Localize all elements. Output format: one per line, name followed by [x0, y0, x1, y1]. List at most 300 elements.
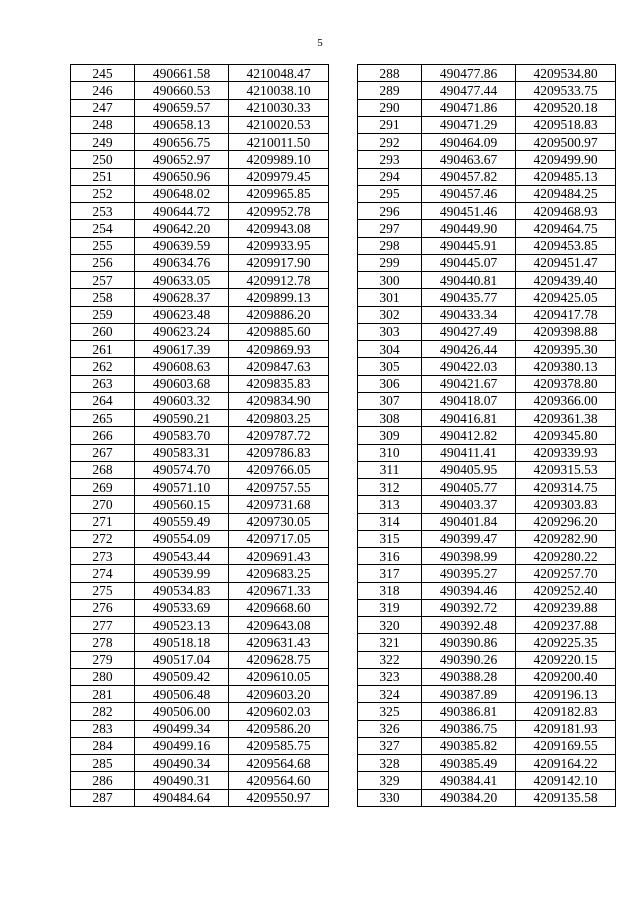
y-coordinate-cell: 4209200.40: [516, 668, 616, 685]
y-coordinate-cell: 4209135.58: [516, 789, 616, 806]
x-coordinate-cell: 490392.48: [422, 617, 516, 634]
point-number-cell: 281: [71, 686, 135, 703]
y-coordinate-cell: 4209917.90: [229, 254, 329, 271]
y-coordinate-cell: 4210038.10: [229, 82, 329, 99]
table-row: [71, 99, 329, 116]
y-coordinate-cell: 4209485.13: [516, 168, 616, 185]
point-number-cell: 298: [358, 237, 422, 254]
x-coordinate-cell: 490628.37: [135, 289, 229, 306]
point-number-cell: 282: [71, 703, 135, 720]
point-number-cell: 284: [71, 737, 135, 754]
point-number-cell: 268: [71, 461, 135, 478]
table-row: [71, 306, 329, 323]
y-coordinate-cell: 4209314.75: [516, 479, 616, 496]
x-coordinate-cell: 490603.68: [135, 375, 229, 392]
point-number-cell: 252: [71, 185, 135, 202]
point-number-cell: 309: [358, 427, 422, 444]
y-coordinate-cell: 4209631.43: [229, 634, 329, 651]
table-row: [71, 151, 329, 168]
x-coordinate-cell: 490644.72: [135, 203, 229, 220]
table-row: [358, 755, 616, 772]
y-coordinate-cell: 4209766.05: [229, 461, 329, 478]
x-coordinate-cell: 490506.48: [135, 686, 229, 703]
y-coordinate-cell: 4209425.05: [516, 289, 616, 306]
y-coordinate-cell: 4209643.08: [229, 617, 329, 634]
table-row: [358, 617, 616, 634]
x-coordinate-cell: 490659.57: [135, 99, 229, 116]
x-coordinate-cell: 490490.34: [135, 755, 229, 772]
table-row: [71, 65, 329, 82]
point-number-cell: 319: [358, 599, 422, 616]
table-row: [71, 599, 329, 616]
table-row: [71, 634, 329, 651]
point-number-cell: 321: [358, 634, 422, 651]
table-row: [71, 323, 329, 340]
point-number-cell: 274: [71, 565, 135, 582]
table-row: [71, 82, 329, 99]
point-number-cell: 273: [71, 548, 135, 565]
y-coordinate-cell: 4210030.33: [229, 99, 329, 116]
y-coordinate-cell: 4210020.53: [229, 116, 329, 133]
point-number-cell: 307: [358, 392, 422, 409]
table-row: [358, 116, 616, 133]
x-coordinate-cell: 490421.67: [422, 375, 516, 392]
x-coordinate-cell: 490523.13: [135, 617, 229, 634]
table-row: [71, 461, 329, 478]
table-row: [358, 461, 616, 478]
point-number-cell: 245: [71, 65, 135, 82]
table-row: [358, 306, 616, 323]
x-coordinate-cell: 490449.90: [422, 220, 516, 237]
table-row: [358, 496, 616, 513]
point-number-cell: 251: [71, 168, 135, 185]
x-coordinate-cell: 490426.44: [422, 341, 516, 358]
point-number-cell: 276: [71, 599, 135, 616]
point-number-cell: 279: [71, 651, 135, 668]
x-coordinate-cell: 490543.44: [135, 548, 229, 565]
point-number-cell: 324: [358, 686, 422, 703]
y-coordinate-cell: 4209847.63: [229, 358, 329, 375]
y-coordinate-cell: 4209564.60: [229, 772, 329, 789]
point-number-cell: 305: [358, 358, 422, 375]
point-number-cell: 275: [71, 582, 135, 599]
table-row: [71, 496, 329, 513]
y-coordinate-cell: 4209691.43: [229, 548, 329, 565]
x-coordinate-cell: 490652.97: [135, 151, 229, 168]
x-coordinate-cell: 490583.31: [135, 444, 229, 461]
y-coordinate-cell: 4209303.83: [516, 496, 616, 513]
x-coordinate-cell: 490395.27: [422, 565, 516, 582]
x-coordinate-cell: 490401.84: [422, 513, 516, 530]
table-row: [358, 479, 616, 496]
x-coordinate-cell: 490471.86: [422, 99, 516, 116]
point-number-cell: 313: [358, 496, 422, 513]
x-coordinate-cell: 490539.99: [135, 565, 229, 582]
x-coordinate-cell: 490590.21: [135, 410, 229, 427]
x-coordinate-cell: 490385.82: [422, 737, 516, 754]
table-row: [71, 548, 329, 565]
x-coordinate-cell: 490471.29: [422, 116, 516, 133]
x-coordinate-cell: 490648.02: [135, 185, 229, 202]
point-number-cell: 330: [358, 789, 422, 806]
point-number-cell: 329: [358, 772, 422, 789]
x-coordinate-cell: 490392.72: [422, 599, 516, 616]
point-number-cell: 297: [358, 220, 422, 237]
table-row: [71, 720, 329, 737]
table-row: [358, 289, 616, 306]
x-coordinate-cell: 490463.67: [422, 151, 516, 168]
y-coordinate-cell: 4209361.38: [516, 410, 616, 427]
point-number-cell: 300: [358, 272, 422, 289]
table-row: [358, 444, 616, 461]
y-coordinate-cell: 4209717.05: [229, 530, 329, 547]
point-number-cell: 311: [358, 461, 422, 478]
x-coordinate-cell: 490398.99: [422, 548, 516, 565]
point-number-cell: 253: [71, 203, 135, 220]
y-coordinate-cell: 4209220.15: [516, 651, 616, 668]
point-number-cell: 267: [71, 444, 135, 461]
x-coordinate-cell: 490623.24: [135, 323, 229, 340]
y-coordinate-cell: 4209979.45: [229, 168, 329, 185]
y-coordinate-cell: 4209518.83: [516, 116, 616, 133]
y-coordinate-cell: 4209142.10: [516, 772, 616, 789]
x-coordinate-cell: 490390.86: [422, 634, 516, 651]
x-coordinate-cell: 490384.41: [422, 772, 516, 789]
table-row: [71, 530, 329, 547]
point-number-cell: 312: [358, 479, 422, 496]
table-row: [71, 668, 329, 685]
y-coordinate-cell: 4209296.20: [516, 513, 616, 530]
y-coordinate-cell: 4209453.85: [516, 237, 616, 254]
point-number-cell: 296: [358, 203, 422, 220]
x-coordinate-cell: 490603.32: [135, 392, 229, 409]
x-coordinate-cell: 490405.95: [422, 461, 516, 478]
table-row: [71, 134, 329, 151]
point-number-cell: 316: [358, 548, 422, 565]
table-row: [358, 668, 616, 685]
point-number-cell: 294: [358, 168, 422, 185]
point-number-cell: 293: [358, 151, 422, 168]
y-coordinate-cell: 4209339.93: [516, 444, 616, 461]
x-coordinate-cell: 490571.10: [135, 479, 229, 496]
y-coordinate-cell: 4209257.70: [516, 565, 616, 582]
x-coordinate-cell: 490422.03: [422, 358, 516, 375]
y-coordinate-cell: 4209683.25: [229, 565, 329, 582]
y-coordinate-cell: 4209464.75: [516, 220, 616, 237]
x-coordinate-cell: 490499.34: [135, 720, 229, 737]
table-row: [71, 565, 329, 582]
point-number-cell: 256: [71, 254, 135, 271]
point-number-cell: 291: [358, 116, 422, 133]
x-coordinate-cell: 490656.75: [135, 134, 229, 151]
x-coordinate-cell: 490384.20: [422, 789, 516, 806]
point-number-cell: 314: [358, 513, 422, 530]
x-coordinate-cell: 490427.49: [422, 323, 516, 340]
y-coordinate-cell: 4209439.40: [516, 272, 616, 289]
y-coordinate-cell: 4209451.47: [516, 254, 616, 271]
point-number-cell: 263: [71, 375, 135, 392]
table-row: [71, 755, 329, 772]
table-row: [358, 99, 616, 116]
point-number-cell: 261: [71, 341, 135, 358]
y-coordinate-cell: 4209196.13: [516, 686, 616, 703]
y-coordinate-cell: 4209280.22: [516, 548, 616, 565]
y-coordinate-cell: 4209499.90: [516, 151, 616, 168]
table-row: [71, 272, 329, 289]
coordinates-table-right-body: [358, 65, 616, 807]
y-coordinate-cell: 4209933.95: [229, 237, 329, 254]
x-coordinate-cell: 490390.26: [422, 651, 516, 668]
x-coordinate-cell: 490517.04: [135, 651, 229, 668]
point-number-cell: 285: [71, 755, 135, 772]
table-row: [71, 220, 329, 237]
table-row: [358, 530, 616, 547]
x-coordinate-cell: 490457.82: [422, 168, 516, 185]
point-number-cell: 271: [71, 513, 135, 530]
point-number-cell: 266: [71, 427, 135, 444]
y-coordinate-cell: 4209603.20: [229, 686, 329, 703]
point-number-cell: 299: [358, 254, 422, 271]
point-number-cell: 320: [358, 617, 422, 634]
y-coordinate-cell: 4209730.05: [229, 513, 329, 530]
x-coordinate-cell: 490464.09: [422, 134, 516, 151]
table-row: [358, 237, 616, 254]
y-coordinate-cell: 4209943.08: [229, 220, 329, 237]
y-coordinate-cell: 4209952.78: [229, 203, 329, 220]
point-number-cell: 287: [71, 789, 135, 806]
point-number-cell: 278: [71, 634, 135, 651]
point-number-cell: 255: [71, 237, 135, 254]
y-coordinate-cell: 4209757.55: [229, 479, 329, 496]
point-number-cell: 250: [71, 151, 135, 168]
table-row: [358, 358, 616, 375]
x-coordinate-cell: 490617.39: [135, 341, 229, 358]
y-coordinate-cell: 4209239.88: [516, 599, 616, 616]
y-coordinate-cell: 4209602.03: [229, 703, 329, 720]
x-coordinate-cell: 490533.69: [135, 599, 229, 616]
point-number-cell: 280: [71, 668, 135, 685]
x-coordinate-cell: 490583.70: [135, 427, 229, 444]
x-coordinate-cell: 490445.91: [422, 237, 516, 254]
point-number-cell: 254: [71, 220, 135, 237]
x-coordinate-cell: 490642.20: [135, 220, 229, 237]
point-number-cell: 257: [71, 272, 135, 289]
page-number: 5: [317, 37, 323, 49]
x-coordinate-cell: 490623.48: [135, 306, 229, 323]
point-number-cell: 259: [71, 306, 135, 323]
table-row: [71, 392, 329, 409]
point-number-cell: 327: [358, 737, 422, 754]
point-number-cell: 292: [358, 134, 422, 151]
y-coordinate-cell: 4209164.22: [516, 755, 616, 772]
y-coordinate-cell: 4209835.83: [229, 375, 329, 392]
x-coordinate-cell: 490403.37: [422, 496, 516, 513]
table-row: [71, 513, 329, 530]
y-coordinate-cell: 4209886.20: [229, 306, 329, 323]
y-coordinate-cell: 4210048.47: [229, 65, 329, 82]
y-coordinate-cell: 4209225.35: [516, 634, 616, 651]
point-number-cell: 270: [71, 496, 135, 513]
x-coordinate-cell: 490445.07: [422, 254, 516, 271]
x-coordinate-cell: 490418.07: [422, 392, 516, 409]
table-row: [71, 410, 329, 427]
point-number-cell: 303: [358, 323, 422, 340]
table-row: [358, 220, 616, 237]
point-number-cell: 325: [358, 703, 422, 720]
table-row: [71, 479, 329, 496]
y-coordinate-cell: 4209395.30: [516, 341, 616, 358]
point-number-cell: 260: [71, 323, 135, 340]
table-row: [71, 686, 329, 703]
y-coordinate-cell: 4209787.72: [229, 427, 329, 444]
point-number-cell: 328: [358, 755, 422, 772]
point-number-cell: 323: [358, 668, 422, 685]
table-row: [71, 185, 329, 202]
table-row: [71, 444, 329, 461]
y-coordinate-cell: 4209366.00: [516, 392, 616, 409]
y-coordinate-cell: 4209380.13: [516, 358, 616, 375]
y-coordinate-cell: 4209731.68: [229, 496, 329, 513]
table-row: [71, 341, 329, 358]
coordinates-table-right: [357, 64, 616, 807]
table-row: [71, 651, 329, 668]
point-number-cell: 283: [71, 720, 135, 737]
point-number-cell: 315: [358, 530, 422, 547]
y-coordinate-cell: 4209520.18: [516, 99, 616, 116]
table-row: [358, 341, 616, 358]
table-row: [358, 272, 616, 289]
x-coordinate-cell: 490386.81: [422, 703, 516, 720]
table-row: [71, 427, 329, 444]
y-coordinate-cell: 4209550.97: [229, 789, 329, 806]
table-row: [358, 134, 616, 151]
table-row: [358, 82, 616, 99]
table-row: [358, 203, 616, 220]
point-number-cell: 302: [358, 306, 422, 323]
x-coordinate-cell: 490560.15: [135, 496, 229, 513]
x-coordinate-cell: 490518.18: [135, 634, 229, 651]
point-number-cell: 326: [358, 720, 422, 737]
x-coordinate-cell: 490608.63: [135, 358, 229, 375]
table-row: [71, 116, 329, 133]
x-coordinate-cell: 490457.46: [422, 185, 516, 202]
table-row: [358, 65, 616, 82]
x-coordinate-cell: 490399.47: [422, 530, 516, 547]
y-coordinate-cell: 4209628.75: [229, 651, 329, 668]
x-coordinate-cell: 490499.16: [135, 737, 229, 754]
point-number-cell: 246: [71, 82, 135, 99]
point-number-cell: 318: [358, 582, 422, 599]
point-number-cell: 317: [358, 565, 422, 582]
table-row: [358, 168, 616, 185]
table-row: [358, 254, 616, 271]
x-coordinate-cell: 490490.31: [135, 772, 229, 789]
x-coordinate-cell: 490385.49: [422, 755, 516, 772]
y-coordinate-cell: 4209417.78: [516, 306, 616, 323]
table-row: [358, 513, 616, 530]
y-coordinate-cell: 4209786.83: [229, 444, 329, 461]
x-coordinate-cell: 490387.89: [422, 686, 516, 703]
table-row: [358, 392, 616, 409]
table-row: [358, 323, 616, 340]
y-coordinate-cell: 4209885.60: [229, 323, 329, 340]
y-coordinate-cell: 4209484.25: [516, 185, 616, 202]
x-coordinate-cell: 490658.13: [135, 116, 229, 133]
x-coordinate-cell: 490433.34: [422, 306, 516, 323]
x-coordinate-cell: 490506.00: [135, 703, 229, 720]
y-coordinate-cell: 4209398.88: [516, 323, 616, 340]
point-number-cell: 290: [358, 99, 422, 116]
point-number-cell: 248: [71, 116, 135, 133]
table-row: [358, 410, 616, 427]
x-coordinate-cell: 490484.64: [135, 789, 229, 806]
point-number-cell: 286: [71, 772, 135, 789]
y-coordinate-cell: 4209252.40: [516, 582, 616, 599]
y-coordinate-cell: 4209534.80: [516, 65, 616, 82]
x-coordinate-cell: 490650.96: [135, 168, 229, 185]
x-coordinate-cell: 490554.09: [135, 530, 229, 547]
y-coordinate-cell: 4209668.60: [229, 599, 329, 616]
table-row: [358, 737, 616, 754]
table-row: [71, 582, 329, 599]
table-row: [358, 599, 616, 616]
y-coordinate-cell: 4209989.10: [229, 151, 329, 168]
table-row: [71, 617, 329, 634]
x-coordinate-cell: 490394.46: [422, 582, 516, 599]
table-row: [71, 254, 329, 271]
x-coordinate-cell: 490412.82: [422, 427, 516, 444]
y-coordinate-cell: 4209181.93: [516, 720, 616, 737]
y-coordinate-cell: 4209468.93: [516, 203, 616, 220]
table-row: [358, 772, 616, 789]
x-coordinate-cell: 490661.58: [135, 65, 229, 82]
table-row: [358, 427, 616, 444]
x-coordinate-cell: 490639.59: [135, 237, 229, 254]
x-coordinate-cell: 490435.77: [422, 289, 516, 306]
table-row: [71, 789, 329, 806]
point-number-cell: 258: [71, 289, 135, 306]
point-number-cell: 295: [358, 185, 422, 202]
point-number-cell: 304: [358, 341, 422, 358]
point-number-cell: 310: [358, 444, 422, 461]
point-number-cell: 272: [71, 530, 135, 547]
x-coordinate-cell: 490477.86: [422, 65, 516, 82]
y-coordinate-cell: 4209282.90: [516, 530, 616, 547]
x-coordinate-cell: 490634.76: [135, 254, 229, 271]
y-coordinate-cell: 4209899.13: [229, 289, 329, 306]
y-coordinate-cell: 4210011.50: [229, 134, 329, 151]
point-number-cell: 262: [71, 358, 135, 375]
y-coordinate-cell: 4209237.88: [516, 617, 616, 634]
point-number-cell: 264: [71, 392, 135, 409]
table-row: [71, 168, 329, 185]
point-number-cell: 269: [71, 479, 135, 496]
point-number-cell: 306: [358, 375, 422, 392]
x-coordinate-cell: 490440.81: [422, 272, 516, 289]
x-coordinate-cell: 490451.46: [422, 203, 516, 220]
table-row: [358, 375, 616, 392]
table-row: [358, 651, 616, 668]
x-coordinate-cell: 490386.75: [422, 720, 516, 737]
coordinates-table-left-body: [71, 65, 329, 807]
x-coordinate-cell: 490411.41: [422, 444, 516, 461]
y-coordinate-cell: 4209564.68: [229, 755, 329, 772]
y-coordinate-cell: 4209169.55: [516, 737, 616, 754]
table-row: [71, 289, 329, 306]
table-row: [71, 375, 329, 392]
table-row: [358, 565, 616, 582]
point-number-cell: 288: [358, 65, 422, 82]
